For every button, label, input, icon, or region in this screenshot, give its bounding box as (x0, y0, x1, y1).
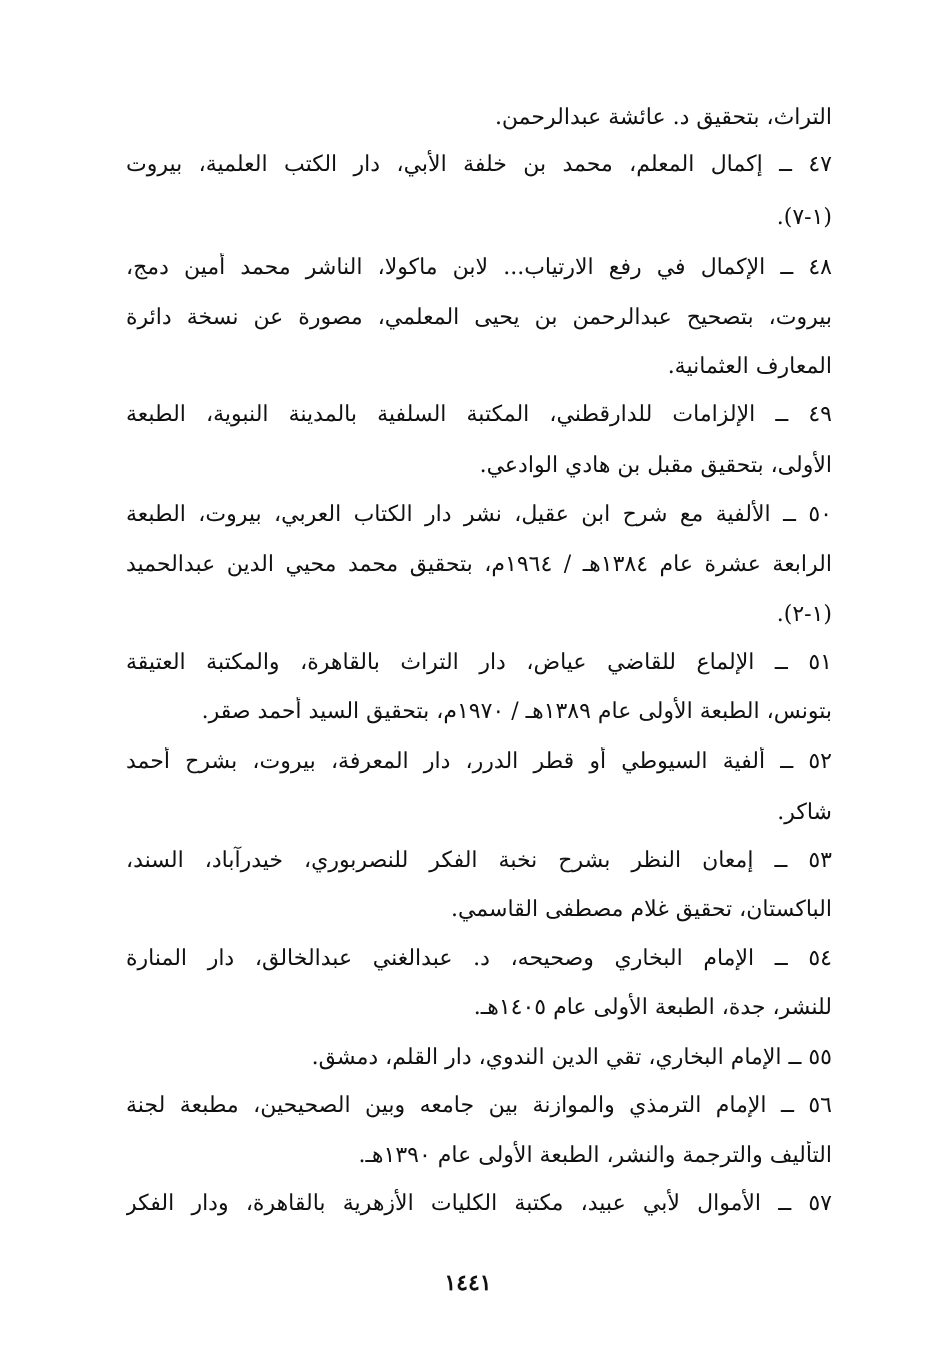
entry-53-line: ٥٣ ــ إمعان النظر بشرح نخبة الفكر للنصربوري، خيدرآباد، السند، (126, 848, 832, 873)
text-line: للنشر، جدة، الطبعة الأولى عام ١٤٠٥هـ. (473, 995, 832, 1020)
text-line: (١-٢). (776, 602, 832, 627)
text-line: الباكستان، تحقيق غلام مصطفى القاسمي. (450, 897, 832, 922)
entry-51-line: ٥١ ــ الإلماع للقاضي عياض، دار التراث بالقاهرة، والمكتبة العتيقة (126, 650, 832, 675)
text-line: بتونس، الطبعة الأولى عام ١٣٨٩هـ / ١٩٧٠م، بتحقيق السيد أحمد صقر. (201, 699, 832, 724)
entry-54-line: ٥٤ ــ الإمام البخاري وصحيحه، د. عبدالغني عبدالخالق، دار المنارة (126, 946, 832, 971)
entry-50-line: ٥٠ ــ الألفية مع شرح ابن عقيل، نشر دار الكتاب العربي، بيروت، الطبعة (126, 502, 832, 527)
text-line: التأليف والترجمة والنشر، الطبعة الأولى عام ١٣٩٠هـ. (358, 1143, 832, 1168)
text-line: المعارف العثمانية. (667, 354, 832, 379)
entry-55-line: ٥٥ ــ الإمام البخاري، تقي الدين الندوي، دار القلم، دمشق. (311, 1045, 832, 1070)
text-line: بيروت، بتصحيح عبدالرحمن بن يحيى المعلمي، مصورة عن نسخة دائرة (126, 305, 832, 330)
text-line: شاكر. (777, 800, 832, 825)
text-line: الرابعة عشرة عام ١٣٨٤هـ / ١٩٦٤م، بتحقيق محمد محيي الدين عبدالحميد (126, 552, 832, 577)
entry-57-line: ٥٧ ــ الأموال لأبي عبيد، مكتبة الكليات الأزهرية بالقاهرة، ودار الفكر (126, 1191, 832, 1216)
entry-49-line: ٤٩ ــ الإلزامات للدارقطني، المكتبة السلفية بالمدينة النبوية، الطبعة (126, 402, 832, 427)
entry-52-line: ٥٢ ــ ألفية السيوطي أو قطر الدرر، دار المعرفة، بيروت، بشرح أحمد (126, 749, 832, 774)
entry-48-line: ٤٨ ــ الإكمال في رفع الارتياب... لابن ماكولا، الناشر محمد أمين دمج، (126, 255, 832, 280)
entry-56-line: ٥٦ ــ الإمام الترمذي والموازنة بين جامعه وبين الصحيحين، مطبعة لجنة (126, 1093, 832, 1118)
entry-47-line: ٤٧ ــ إكمال المعلم، محمد بن خلفة الأبي، دار الكتب العلمية، بيروت (126, 152, 832, 177)
text-line: الأولى، بتحقيق مقبل بن هادي الوادعي. (479, 453, 832, 478)
text-line: (١-٧). (776, 205, 832, 230)
page-number: ١٤٤١ (444, 1270, 492, 1296)
text-line: التراث، بتحقيق د. عائشة عبدالرحمن. (494, 105, 832, 130)
